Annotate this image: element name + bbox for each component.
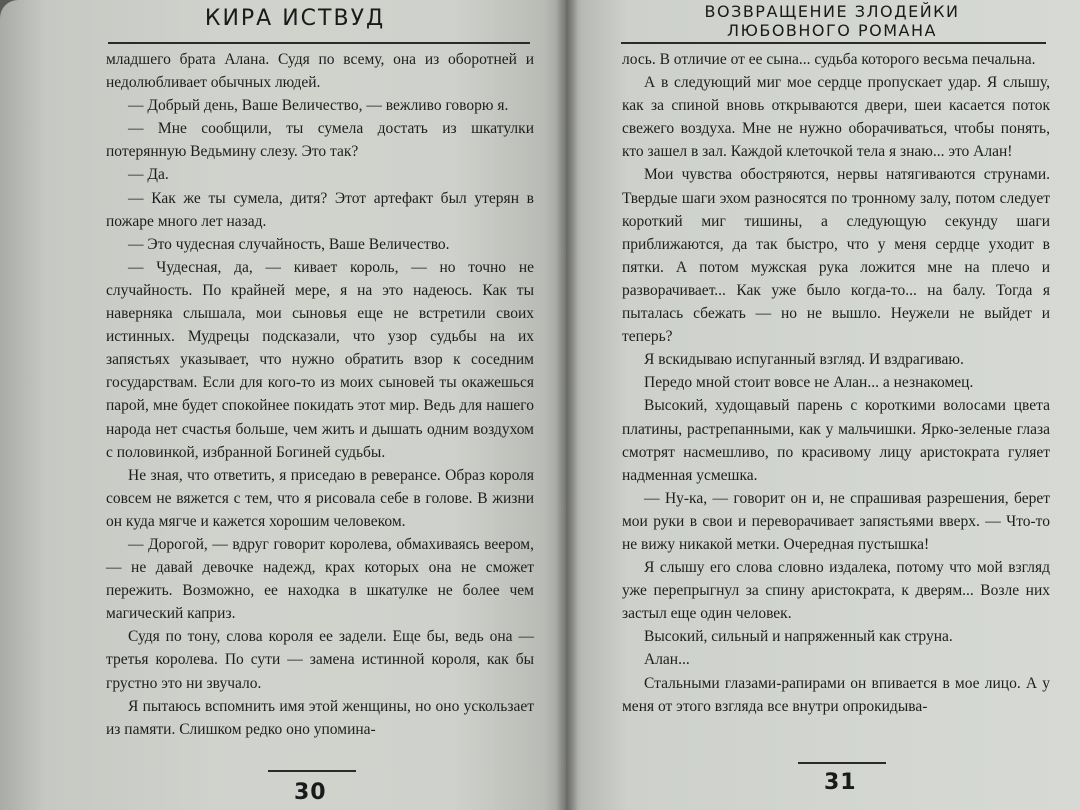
right-body-text (622, 48, 1050, 718)
right-header-rule (621, 42, 1046, 44)
left-paragraph-6: — Это чудесная случайность, Ваше Величество. (128, 235, 450, 253)
right-paragraph-8: Я слышу его слова словно издалека, потому что мой взгляд уже перепрыгнул за спину аристократа, к дверям... Возле них застыл еще один человек. (622, 559, 1050, 623)
left-body-text (106, 48, 534, 741)
right-paragraph-4: Я вскидываю испуганный взгляд. И вздрагиваю. (644, 351, 964, 369)
left-paragraph-11: Я пытаюсь вспомнить имя этой женщины, но оно ускользает из памяти. Слишком редко оно упомина- (106, 697, 534, 738)
right-running-head-line-1: ВОЗВРАЩЕНИЕ ЗЛОДЕЙКИ (704, 2, 960, 21)
right-paragraph-6: Высокий, худощавый парень с короткими волосами цвета платины, растрепанными, как у мальчишки. Ярко-зеленые глаза смотрят насмешливо, по красивому лицу аристократа гуляет надменная усмешка. (622, 397, 1050, 484)
left-folio-rule (268, 770, 356, 772)
left-paragraph-1: младшего брата Алана. Судя по всему, она из оборотней и недолюбливает обычных людей. (106, 51, 534, 92)
left-paragraph-3: — Мне сообщили, ты сумела достать из шкатулки потерянную Ведьмину слезу. Это так? (106, 120, 534, 161)
left-paragraph-10: Судя по тону, слова короля ее задели. Еще бы, ведь она — третья королева. По сути — замена истинной короля, как бы грустно это ни звучало. (106, 628, 534, 692)
right-folio-rule (798, 762, 886, 764)
right-paragraph-1: лось. В отличие от ее сына... судьба которого весьма печальна. (622, 51, 1036, 68)
left-paragraph-8: Не зная, что ответить, я приседаю в реверансе. Образ короля совсем не вяжется с тем, что я рисовала себе в голове. В жизни он куда мягче и кажется хорошим человеком. (106, 466, 534, 530)
left-paragraph-2: — Добрый день, Ваше Величество, — вежливо говорю я. (128, 97, 509, 115)
left-paragraph-9: — Дорогой, — вдруг говорит королева, обмахиваясь веером, — не давай девочке надежд, крах которых она не сможет пережить. Возможно, ее находка в шкатулке не более чем магический каприз. (106, 535, 534, 623)
right-paragraph-11: Стальными глазами-рапирами он впивается в мое лицо. А у меня от этого взгляда все внутри опрокидыва- (622, 674, 1050, 715)
book-gutter-shadow (556, 0, 578, 810)
right-paragraph-9: Высокий, сильный и напряженный как струна. (644, 628, 953, 646)
right-running-head (622, 2, 1042, 40)
left-page-number: 30 (294, 780, 327, 805)
right-page (566, 0, 1080, 810)
left-paragraph-4: — Да. (128, 166, 169, 184)
left-running-head: КИРА ИСТВУД (204, 6, 386, 31)
right-running-head-line-2: ЛЮБОВНОГО РОМАНА (727, 21, 937, 40)
left-paragraph-7: — Чудесная, да, — кивает король, — но точно не случайность. По крайней мере, я на это надеюсь. Как ты наверняка слышала, мои сыновья еще не встретили своих истинных. Мудрецы подсказали, что узор судьбы на их запястьях указывает, что нужно обратить взор к соседним государствам. Если для кого-то из моих сыновей ты окажешься парой, мне будет спокойнее покидать этот мир. Ведь для нашего народа нет счастья больше, чем жить и дышать одним воздухом с половинкой, избранной Богиней судьбы. (106, 258, 534, 461)
right-paragraph-2: А в следующий миг мое сердце пропускает удар. Я слышу, как за спиной вновь открываются двери, шеи касается поток свежего воздуха. Мне не нужно оборачиваться, чтобы понять, кто зашел в зал. Каждой клеточкой тела я знаю... это Алан! (622, 74, 1050, 161)
right-page-number: 31 (824, 770, 857, 795)
right-paragraph-10: Алан... (644, 651, 690, 669)
left-header-rule (108, 42, 530, 44)
right-paragraph-3: Мои чувства обостряются, нервы натягиваются струнами. Твердые шаги эхом разносятся по тронному залу, потом следует короткий миг тишины, а следующую секунду шаги приближаются, да так быстро, что у меня сердце уходит в пятки. А потом мужская рука ложится мне на плечо и разворачивает... Как уже было когда-то... на балу. Тогда я пыталась сбежать — но не вышло. Неужели не выйдет и теперь? (622, 166, 1050, 346)
right-paragraph-7: — Ну-ка, — говорит он и, не спрашивая разрешения, берет мои руки в свои и переворачивает запястьями вверх. — Что-то не вижу никакой метки. Очередная пустышка! (622, 489, 1050, 553)
left-paragraph-5: — Как же ты сумела, дитя? Этот артефакт был утерян в пожаре много лет назад. (106, 189, 534, 230)
right-paragraph-5: Передо мной стоит вовсе не Алан... а незнакомец. (644, 374, 974, 392)
